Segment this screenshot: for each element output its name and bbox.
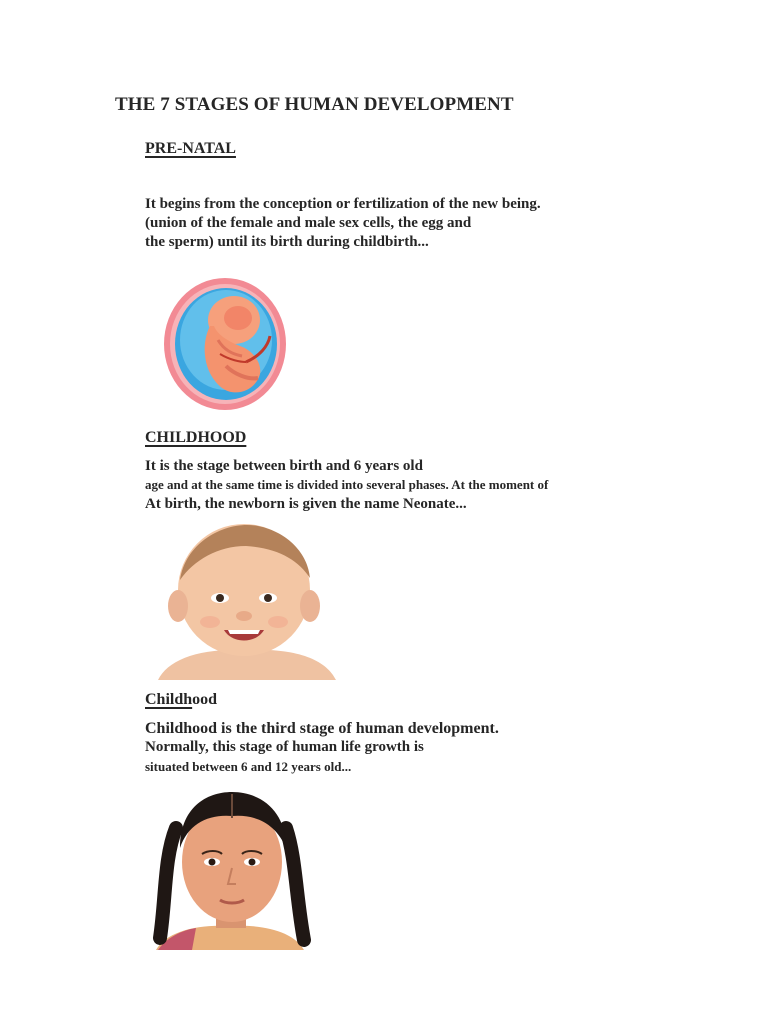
childhood2-heading-rest: ood	[192, 691, 218, 708]
section-heading-childhood	[145, 429, 246, 447]
girl-with-braids-photo	[146, 788, 314, 950]
fetus-in-womb-illustration	[160, 276, 290, 414]
childhood2-text-line: situated between 6 and 12 years old...	[145, 759, 352, 774]
childhood-heading-text: CHILDHOOD	[145, 429, 247, 446]
prenatal-heading-text: PRE-NATAL	[145, 140, 236, 157]
childhood-text-line: age and at the same time is divided into several phases. At the moment of	[145, 477, 549, 492]
childhood-text-line: It is the stage between birth and 6 years old	[145, 458, 423, 474]
document-title: THE 7 STAGES OF HUMAN DEVELOPMENT	[115, 94, 514, 115]
prenatal-text-line: (union of the female and male sex cells, the egg and	[145, 215, 472, 231]
childhood2-heading-underlined: Childh	[145, 691, 193, 708]
section-heading-prenatal	[145, 140, 236, 158]
section-heading-childhood-second	[145, 691, 217, 709]
smiling-baby-photo	[158, 520, 336, 680]
prenatal-text-line: It begins from the conception or fertilization of the new being.	[145, 196, 541, 212]
childhood2-text-line: Childhood is the third stage of human development.	[145, 720, 499, 737]
childhood-text-line: At birth, the newborn is given the name Neonate...	[145, 496, 467, 512]
childhood2-text-line: Normally, this stage of human life growth is	[145, 739, 424, 755]
prenatal-text-line: the sperm) until its birth during childbirth...	[145, 234, 429, 250]
